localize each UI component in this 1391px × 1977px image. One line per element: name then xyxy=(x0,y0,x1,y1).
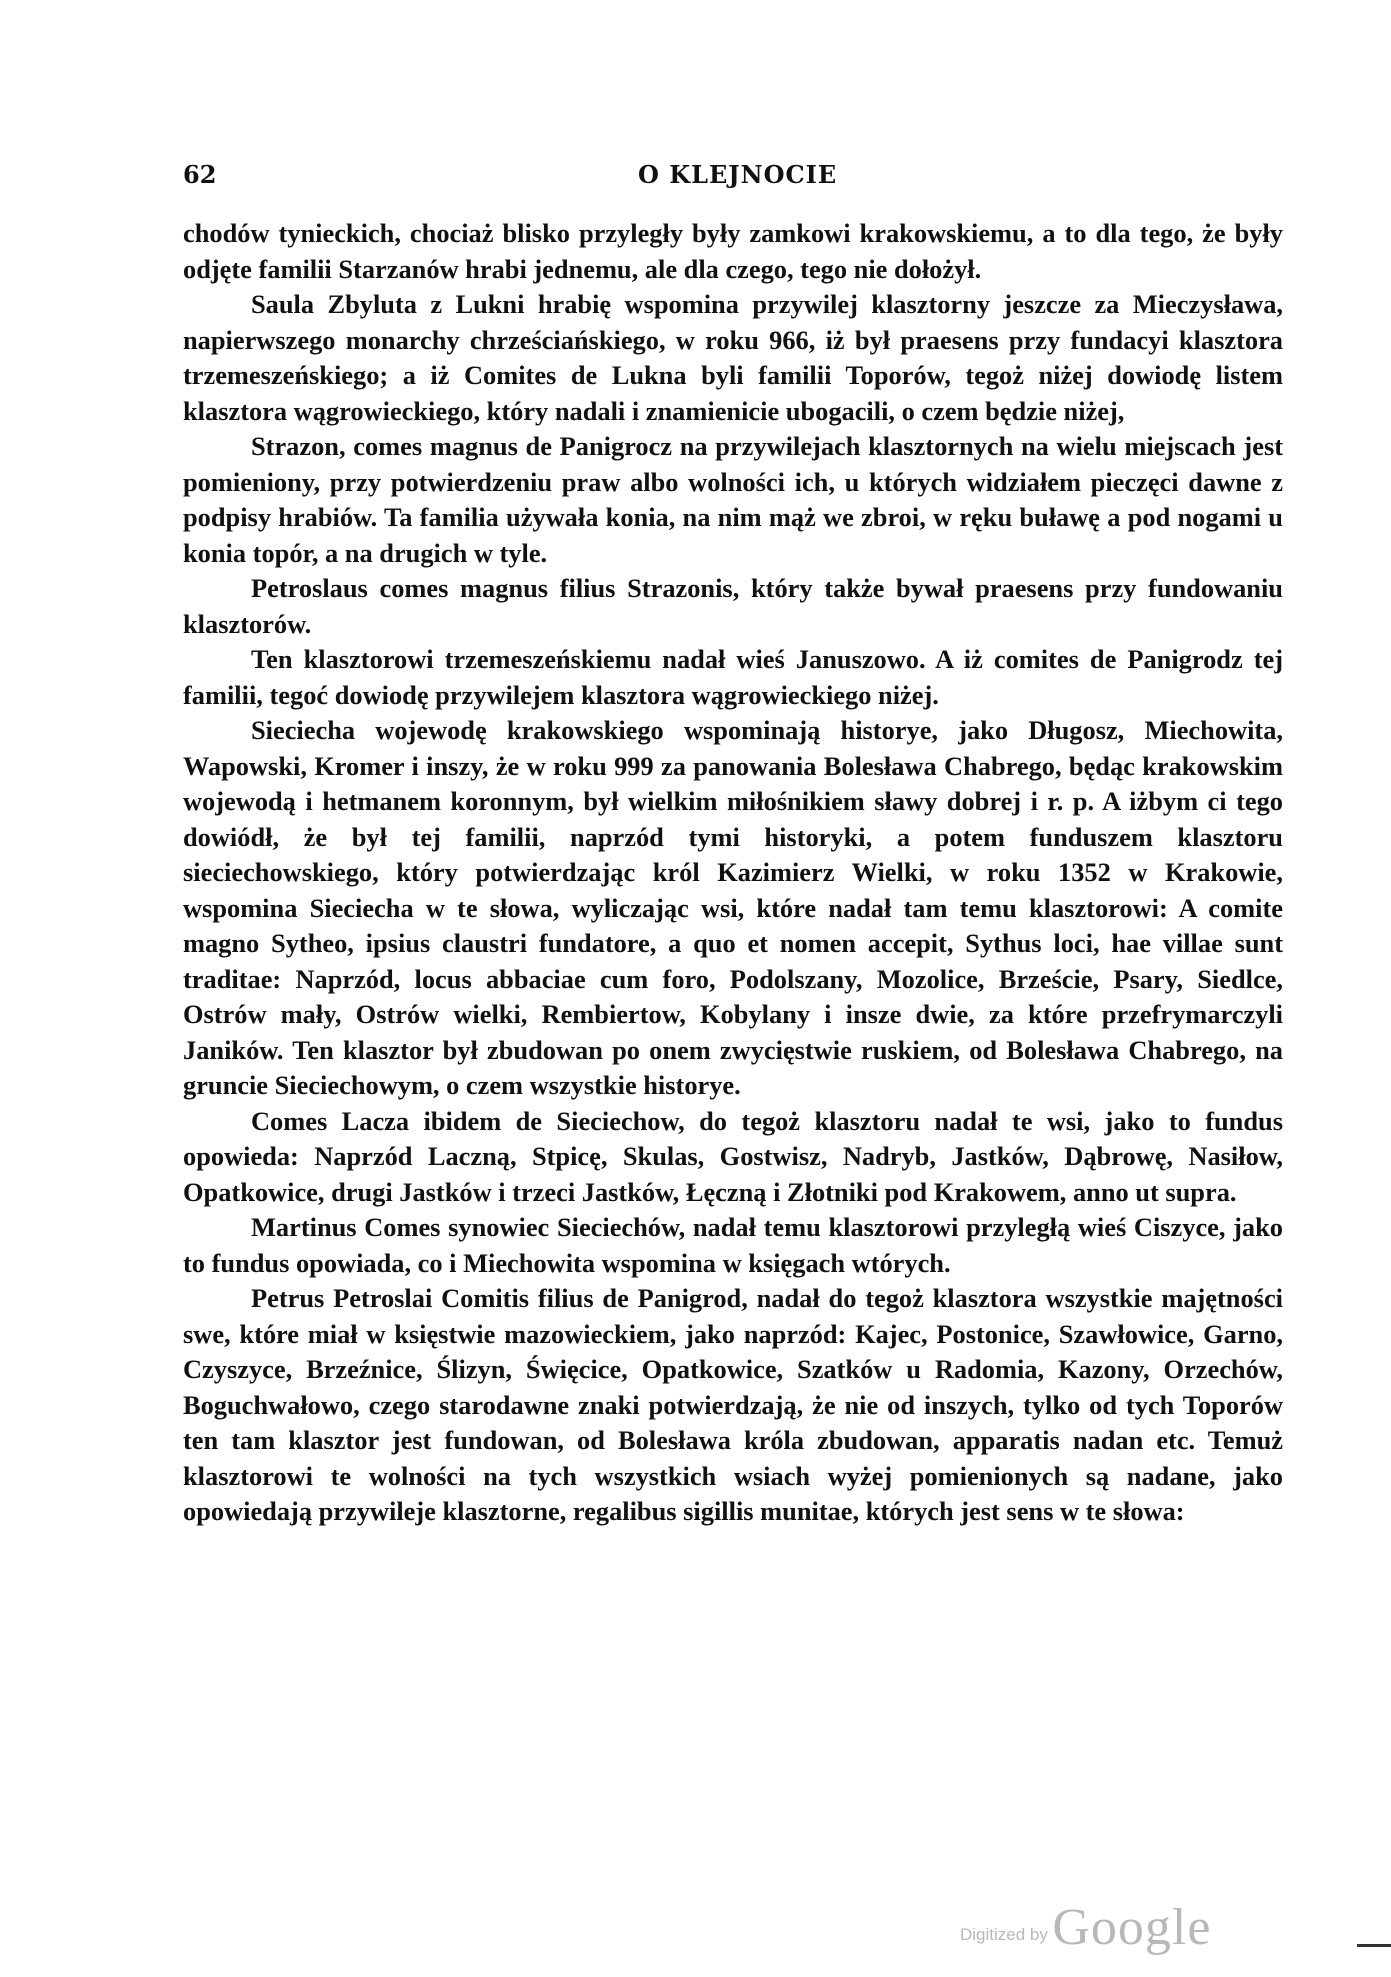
paragraph: Saula Zbyluta z Lukni hrabię wspomina przywilej klasztorny jeszcze za Mieczysława, napierwszego monarchy chrześciańskiego, w roku 966, iż był praesens przy fundacyi klasztora trzemeszeńskiego; a iż Comites de Lukna byli familii Toporów, tegoż niżej dowiodę listem klasztora wągrowieckiego, który nadali i znamienicie ubogacili, o czem będzie niżej, xyxy=(183,289,1283,426)
paragraph: chodów tynieckich, chociaż blisko przyległy były zamkowi krakowskiemu, a to dla tego, że były odjęte familii Starzanów hrabi jednemu, ale dla czego, tego nie dołożył. xyxy=(183,218,1283,284)
paragraph: Strazon, comes magnus de Panigrocz na przywilejach klasztornych na wielu miejscach jest pomieniony, przy potwierdzeniu praw albo wolności ich, u których widziałem pieczęci dawne z podpisy hrabiów. Ta familia używała konia, na nim mąż we zbroi, w ręku buławę a pod nogami u konia topór, a na drugich w tyle. xyxy=(183,431,1283,568)
scan-mark xyxy=(1357,1944,1391,1947)
paragraph: Petroslaus comes magnus filius Strazonis, który także bywał praesens przy fundowaniu klasztorów. xyxy=(183,573,1283,639)
paragraph: Martinus Comes synowiec Sieciechów, nadał temu klasztorowi przyległą wieś Ciszyce, jako to fundus opowiada, co i Miechowita wspomina w księgach wtórych. xyxy=(183,1212,1283,1278)
watermark-small-text: Digitized by xyxy=(960,1925,1048,1944)
paragraph: Ten klasztorowi trzemeszeńskiemu nadał wieś Januszowo. A iż comites de Panigrodz tej familii, tegoć dowiodę przywilejem klasztora wągrowieckiego niżej. xyxy=(183,644,1283,710)
page-number: 62 xyxy=(183,160,217,189)
watermark-logo-text: Google xyxy=(1052,1899,1212,1956)
paragraph: Sieciecha wojewodę krakowskiego wspominają historye, jako Długosz, Miechowita, Wapowski, Kromer i inszy, że w roku 999 za panowania Bolesława Chabrego, będąc krakowskim wojewodą i hetmanem koronnym, był wielkim miłośnikiem sławy dobrej i r. p. A iżbym ci tego dowiódł, że był tej familii, naprzód tymi historyki, a potem funduszem klasztoru sieciechowskiego, który potwierdzając król Kazimierz Wielki, w roku 1352 w Krakowie, wspomina Sieciecha w te słowa, wyliczając wsi, które nadał tam temu klasztorowi: A comite magno Sytheo, ipsius claustri fundatore, a quo et nomen accepit, Sythus loci, hae villae sunt traditae: Naprzód, locus abbaciae cum foro, Podolszany, Mozolice, Brzeście, Psary, Siedlce, Ostrów mały, Ostrów wielki, Rembiertow, Kobylany i insze dwie, za które przefrymarczyli Janików. Ten klasztor był zbudowan po onem zwycięstwie ruskiem, od Bolesława Chabrego, na gruncie Sieciechowym, o czem wszystkie historye. xyxy=(183,715,1283,1100)
running-title: O KLEJNOCIE xyxy=(638,160,838,189)
body-text xyxy=(183,216,1283,1530)
digitized-by-google-watermark xyxy=(960,1898,1211,1957)
page-header xyxy=(183,160,1283,196)
paragraph: Petrus Petroslai Comitis filius de Panigrod, nadał do tegoż klasztora wszystkie majętności swe, które miał w księstwie mazowieckiem, jako naprzód: Kajec, Postonice, Szawłowice, Garno, Czyszyce, Brzeźnice, Ślizyn, Święcice, Opatkowice, Szatków u Radomia, Kazony, Orzechów, Boguchwałowo, czego starodawne znaki potwierdzają, że nie od inszych, tylko od tych Toporów ten tam klasztor jest fundowan, od Bolesława króla zbudowan, apparatis nadan etc. Temuż klasztorowi te wolności na tych wszystkich wsiach wyżej pomienionych są nadane, jako opowiedają przywileje klasztorne, regalibus sigillis munitae, których jest sens w te słowa: xyxy=(183,1283,1283,1526)
paragraph: Comes Lacza ibidem de Sieciechow, do tegoż klasztoru nadał te wsi, jako to fundus opowieda: Naprzód Laczną, Stpicę, Skulas, Gostwisz, Nadryb, Jastków, Dąbrowę, Nasiłow, Opatkowice, drugi Jastków i trzeci Jastków, Łęczną i Złotniki pod Krakowem, anno ut supra. xyxy=(183,1105,1283,1207)
